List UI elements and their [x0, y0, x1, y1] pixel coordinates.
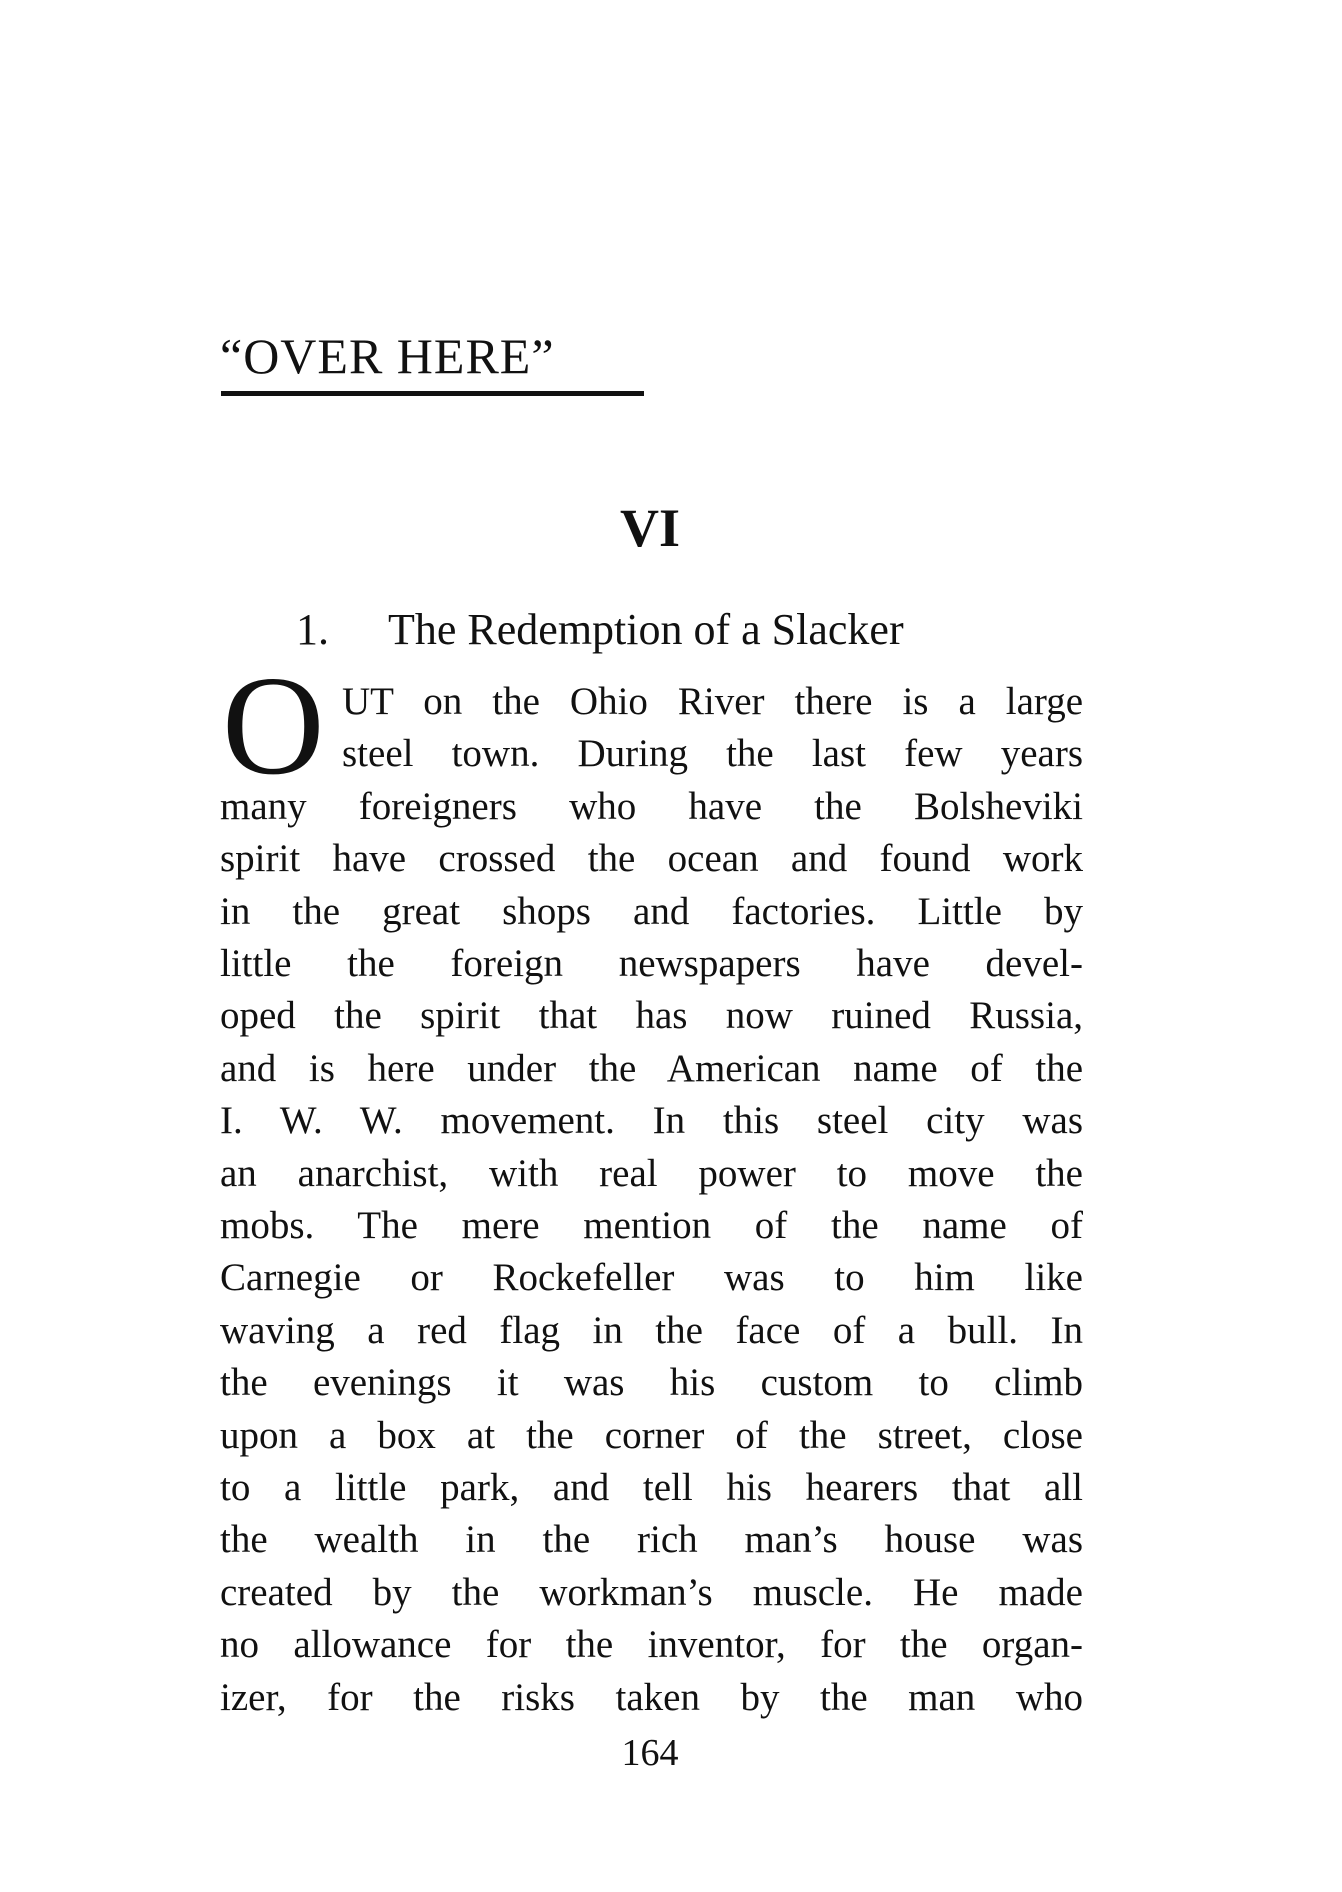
text-line: oped the spirit that has now ruined Russia, [220, 994, 1083, 1038]
text-line: created by the workman’s muscle. He made [220, 1570, 1083, 1614]
running-title: “OVER HERE” [220, 328, 555, 384]
drop-cap: O [222, 646, 325, 804]
text-line: Carnegie or Rockefeller was to him like [220, 1256, 1083, 1300]
text-line: izer, for the risks taken by the man who [220, 1675, 1083, 1719]
text-line: steel town. During the last few years [342, 732, 1083, 776]
text-line: UT on the Ohio River there is a large [342, 680, 1083, 723]
text-line: many foreigners who have the Bolsheviki [220, 784, 1083, 828]
page-number: 164 [621, 1732, 679, 1774]
title-underline [221, 391, 644, 396]
text-line: little the foreign newspapers have devel- [220, 942, 1083, 985]
text-line: no allowance for the inventor, for the organ- [220, 1623, 1083, 1667]
section-title: The Redemption of a Slacker [388, 605, 904, 654]
text-line: waving a red flag in the face of a bull. In [220, 1308, 1083, 1352]
text-line: in the great shops and factories. Little by [220, 889, 1083, 933]
text-line: an anarchist, with real power to move the [220, 1151, 1083, 1195]
text-line: and is here under the American name of the [220, 1046, 1083, 1090]
text-line: I. W. W. movement. In this steel city was [220, 1099, 1083, 1143]
section-number: 1. [296, 605, 329, 654]
chapter-number: VI [619, 498, 680, 558]
text-line: mobs. The mere mention of the name of [220, 1204, 1083, 1247]
text-line: upon a box at the corner of the street, close [220, 1413, 1083, 1457]
text-line: to a little park, and tell his hearers that all [220, 1466, 1083, 1509]
text-line: the evenings it was his custom to climb [220, 1361, 1083, 1405]
text-line: spirit have crossed the ocean and found work [220, 837, 1083, 881]
text-line: the wealth in the rich man’s house was [220, 1518, 1083, 1562]
